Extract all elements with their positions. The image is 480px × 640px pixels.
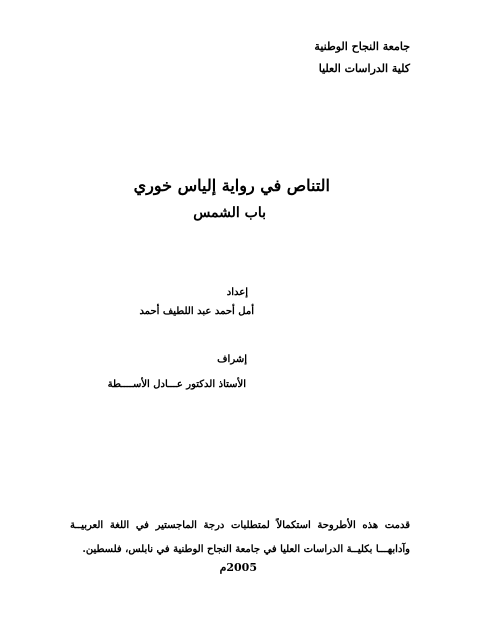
- thesis-subtitle: باب الشمس: [193, 205, 266, 221]
- supervision-label: إشراف: [217, 354, 247, 365]
- university-name: جامعة النجاح الوطنية: [314, 40, 410, 53]
- thesis-title: التناص في رواية إلياس خوري: [133, 176, 330, 195]
- supervisor-name: الأستاذ الدكتور عـــادل الأســــطة: [107, 379, 246, 390]
- submission-year: 2005م: [219, 561, 257, 574]
- author-name: أمل أحمد عبد اللطيف أحمد: [139, 306, 254, 317]
- preparation-label: إعداد: [226, 287, 248, 298]
- submission-statement: قدمت هذه الأطروحة استكمالاً لمتطلبات درجة الماجستير في اللغة العربيــة وآدابهـــا بكليــة الدراسات العليا في جامعة النجاح الوطنية في نابلس، فلسطين.: [70, 520, 410, 555]
- faculty-name: كلية الدراسات العليا: [318, 62, 410, 75]
